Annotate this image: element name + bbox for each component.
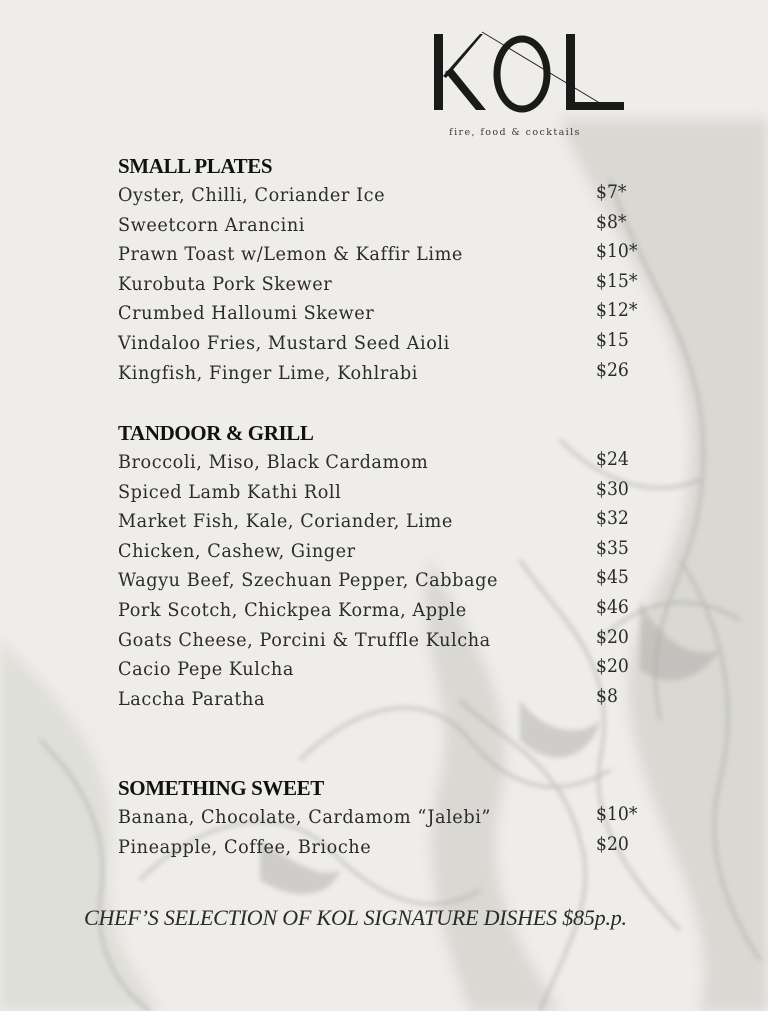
- item-price: $20: [596, 656, 629, 678]
- menu-item: [118, 448, 648, 478]
- item-price: $26: [596, 359, 629, 381]
- item-name: Chicken, Cashew, Ginger: [118, 539, 356, 562]
- item-price: $20: [596, 626, 629, 648]
- menu-item: [118, 270, 648, 300]
- menu-item: [118, 803, 648, 833]
- item-name: Goats Cheese, Porcini & Truffle Kulcha: [118, 628, 491, 651]
- menu-item: [118, 566, 648, 596]
- item-price: $12*: [596, 300, 638, 322]
- menu-item: [118, 626, 648, 656]
- item-price: $10*: [596, 804, 638, 825]
- menu-item: [118, 833, 648, 863]
- item-price: $46: [596, 596, 629, 618]
- item-name: Oyster, Chilli, Coriander Ice: [118, 184, 386, 206]
- tagline: fire, food & cocktails: [449, 127, 581, 138]
- menu-item: [118, 329, 648, 359]
- menu-item: [118, 299, 648, 329]
- section-small-plates: [118, 151, 648, 388]
- menu-item: [118, 655, 648, 685]
- section-something-sweet: [118, 773, 648, 862]
- item-name: Wagyu Beef, Szechuan Pepper, Cabbage: [118, 569, 499, 592]
- item-price: $30: [596, 478, 629, 500]
- item-name: Cacio Pepe Kulcha: [118, 658, 294, 681]
- menu-item: [118, 211, 648, 241]
- item-price: $8: [596, 685, 618, 707]
- item-name: Market Fish, Kale, Coriander, Lime: [118, 510, 453, 533]
- item-name: Crumbed Halloumi Skewer: [118, 302, 375, 325]
- menu-item: [118, 537, 648, 567]
- item-name: Banana, Chocolate, Cardamom “Jalebi”: [118, 806, 492, 828]
- menu-item: [118, 507, 648, 537]
- item-name: Kingfish, Finger Lime, Kohlrabi: [118, 361, 419, 384]
- item-price: $10*: [596, 241, 638, 263]
- item-name: Kurobuta Pork Skewer: [118, 272, 333, 295]
- item-name: Pork Scotch, Chickpea Korma, Apple: [118, 598, 467, 621]
- item-price: $20: [596, 833, 629, 855]
- section-title: TANDOOR & GRILL: [118, 421, 314, 445]
- item-name: Sweetcorn Arancini: [118, 213, 305, 236]
- kol-logo: [430, 28, 630, 118]
- item-name: Prawn Toast w/Lemon & Kaffir Lime: [118, 243, 463, 266]
- menu-item: [118, 181, 648, 211]
- menu-item: [118, 685, 648, 715]
- item-price: $24: [596, 449, 629, 470]
- item-price: $45: [596, 567, 629, 589]
- section-title: SMALL PLATES: [118, 154, 273, 178]
- item-price: $32: [596, 508, 629, 530]
- menu-item: [118, 240, 648, 270]
- item-name: Laccha Paratha: [118, 687, 266, 710]
- item-name: Pineapple, Coffee, Brioche: [118, 835, 372, 858]
- menu-item: [118, 478, 648, 508]
- item-price: $15: [596, 329, 629, 351]
- item-price: $8*: [596, 211, 627, 233]
- menu-item: [118, 596, 648, 626]
- menu-item: [118, 359, 648, 389]
- item-name: Spiced Lamb Kathi Roll: [118, 480, 342, 503]
- item-price: $15*: [596, 270, 638, 292]
- item-name: Broccoli, Miso, Black Cardamom: [118, 451, 429, 473]
- item-price: $35: [596, 537, 629, 559]
- chef-selection-note: CHEF’S SELECTION OF KOL SIGNATURE DISHES $85p.p.: [84, 905, 627, 930]
- section-tandoor-grill: [118, 418, 648, 714]
- item-price: $7*: [596, 182, 627, 203]
- section-title: SOMETHING SWEET: [118, 776, 324, 800]
- item-name: Vindaloo Fries, Mustard Seed Aioli: [118, 331, 450, 354]
